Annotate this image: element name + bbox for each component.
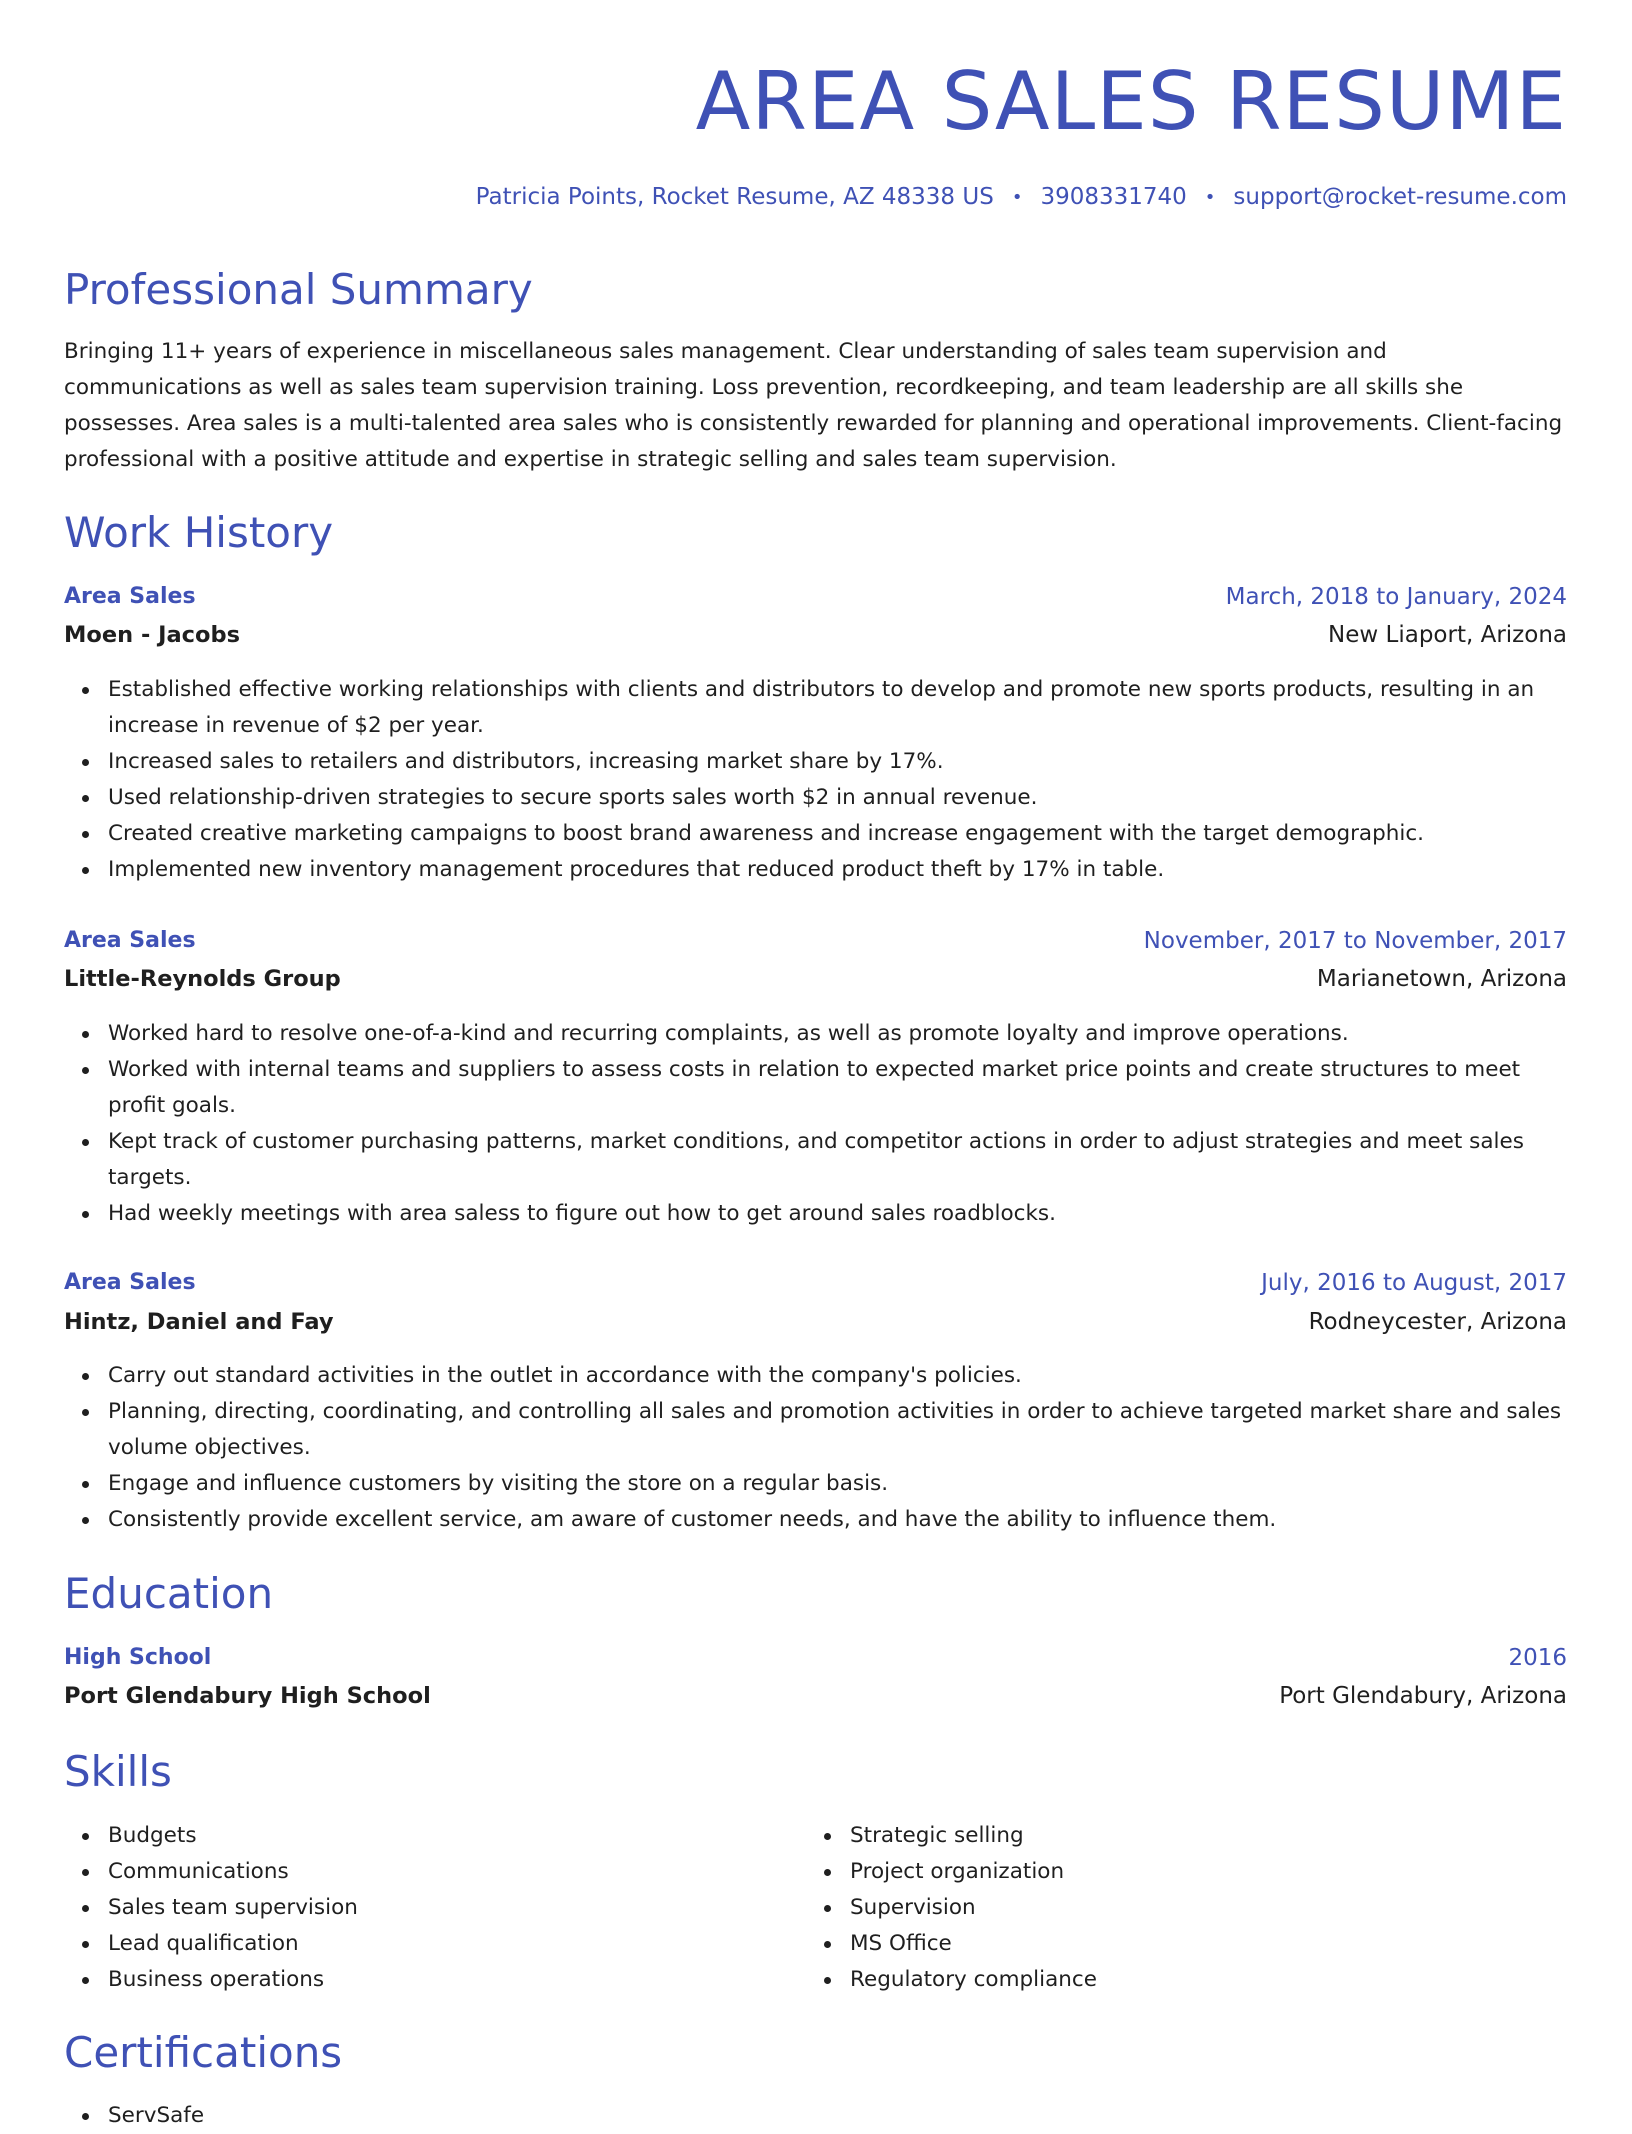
contact-separator: • xyxy=(1011,187,1023,208)
skill-item: Sales team supervision xyxy=(108,1890,708,1926)
education-heading: Education xyxy=(64,1569,274,1618)
job-dates: November, 2017 to November, 2017 xyxy=(1143,928,1567,954)
job-bullet: Implemented new inventory management procedures that reduced product theft by 17% in table. xyxy=(108,852,1567,888)
job-header-row xyxy=(64,922,1567,960)
job-bullet: Carry out standard activities in the outlet in accordance with the company's policies. xyxy=(108,1358,1567,1394)
job-bullet: Created creative marketing campaigns to boost brand awareness and increase engagement with the target demographic. xyxy=(108,816,1567,852)
job-title: Area Sales xyxy=(64,1270,196,1295)
job-title: Area Sales xyxy=(64,584,196,609)
contact-separator: • xyxy=(1204,187,1216,208)
job-title: Area Sales xyxy=(64,928,196,953)
skill-item: MS Office xyxy=(850,1926,1450,1962)
contact-email: support@rocket-resume.com xyxy=(1233,184,1567,210)
skills-list-right xyxy=(806,1818,1450,1998)
job-bullet: Used relationship-driven strategies to secure sports sales worth $2 in annual revenue. xyxy=(108,780,1567,816)
job-bullet: Kept track of customer purchasing patterns, market conditions, and competitor actions in order to adjust strategies and meet sales targets. xyxy=(108,1124,1567,1196)
job-bullet: Worked hard to resolve one-of-a-kind and recurring complaints, as well as promote loyalty and improve operations. xyxy=(108,1016,1567,1052)
job-bullet: Increased sales to retailers and distributors, increasing market share by 17%. xyxy=(108,744,1567,780)
summary-heading: Professional Summary xyxy=(64,265,533,314)
summary-text: Bringing 11+ years of experience in miscellaneous sales management. Clear understanding of sales team supervision and communications as well as sales team supervision training. Loss prevention, recordkeeping, and team leadership are all skills she possesses. Area sales is a multi-talented area sales who is consistently rewarded for planning and operational improvements. Client-facing professional with a positive attitude and expertise in strategic selling and sales team supervision. xyxy=(64,339,1563,472)
job-employer: Moen - Jacobs xyxy=(64,622,240,648)
job-location: Rodneycester, Arizona xyxy=(1308,1309,1567,1335)
contact-phone: 3908331740 xyxy=(1040,184,1187,210)
education-location: Port Glendabury, Arizona xyxy=(1279,1683,1567,1709)
job-bullets xyxy=(64,1016,1567,1232)
job-location: New Liaport, Arizona xyxy=(1328,622,1567,648)
contact-address: Patricia Points, Rocket Resume, AZ 48338 US xyxy=(475,184,994,210)
job-bullets xyxy=(64,672,1567,888)
certifications-list xyxy=(64,2098,1567,2134)
skill-item: Lead qualification xyxy=(108,1926,708,1962)
job-location: Marianetown, Arizona xyxy=(1316,966,1567,992)
education-year: 2016 xyxy=(1508,1645,1567,1671)
skill-item: Supervision xyxy=(850,1890,1450,1926)
education-school-row xyxy=(64,1677,1567,1715)
skill-item: Strategic selling xyxy=(850,1818,1450,1854)
education-degree: High School xyxy=(64,1645,212,1670)
job-bullets xyxy=(64,1358,1567,1538)
resume-title: AREA SALES RESUME xyxy=(695,55,1567,148)
job-header-row xyxy=(64,578,1567,616)
job-bullet: Had weekly meetings with area saless to figure out how to get around sales roadblocks. xyxy=(108,1196,1567,1232)
job-bullet: Engage and influence customers by visiting the store on a regular basis. xyxy=(108,1466,1567,1502)
job-bullet: Worked with internal teams and suppliers to assess costs in relation to expected market price points and create structures to meet profit goals. xyxy=(108,1052,1567,1124)
job-employer-row xyxy=(64,960,1567,998)
skill-item: Business operations xyxy=(108,1962,708,1998)
skill-item: Budgets xyxy=(108,1818,708,1854)
job-header-row xyxy=(64,1264,1567,1302)
job-employer: Little-Reynolds Group xyxy=(64,966,341,992)
job-employer-row xyxy=(64,616,1567,654)
job-dates: March, 2018 to January, 2024 xyxy=(1225,584,1567,610)
skills-list-left xyxy=(64,1818,708,1998)
job-bullet: Established effective working relationships with clients and distributors to develop and promote new sports products, resulting in an increase in revenue of $2 per year. xyxy=(108,672,1567,744)
certification-item: ServSafe xyxy=(108,2098,1567,2134)
job-employer: Hintz, Daniel and Fay xyxy=(64,1309,334,1335)
job-employer-row xyxy=(64,1303,1567,1341)
certifications-heading: Certifications xyxy=(64,2028,343,2077)
job-bullet: Planning, directing, coordinating, and controlling all sales and promotion activities in order to achieve targeted market share and sales volume objectives. xyxy=(108,1394,1567,1466)
job-bullet: Consistently provide excellent service, am aware of customer needs, and have the ability to influence them. xyxy=(108,1502,1567,1538)
skill-item: Project organization xyxy=(850,1854,1450,1890)
work-history-heading: Work History xyxy=(64,508,334,557)
contact-line xyxy=(476,180,1567,215)
job-dates: July, 2016 to August, 2017 xyxy=(1261,1270,1567,1296)
skill-item: Communications xyxy=(108,1854,708,1890)
education-header-row xyxy=(64,1639,1567,1677)
education-school: Port Glendabury High School xyxy=(64,1683,431,1709)
skill-item: Regulatory compliance xyxy=(850,1962,1450,1998)
skills-heading: Skills xyxy=(64,1747,172,1796)
